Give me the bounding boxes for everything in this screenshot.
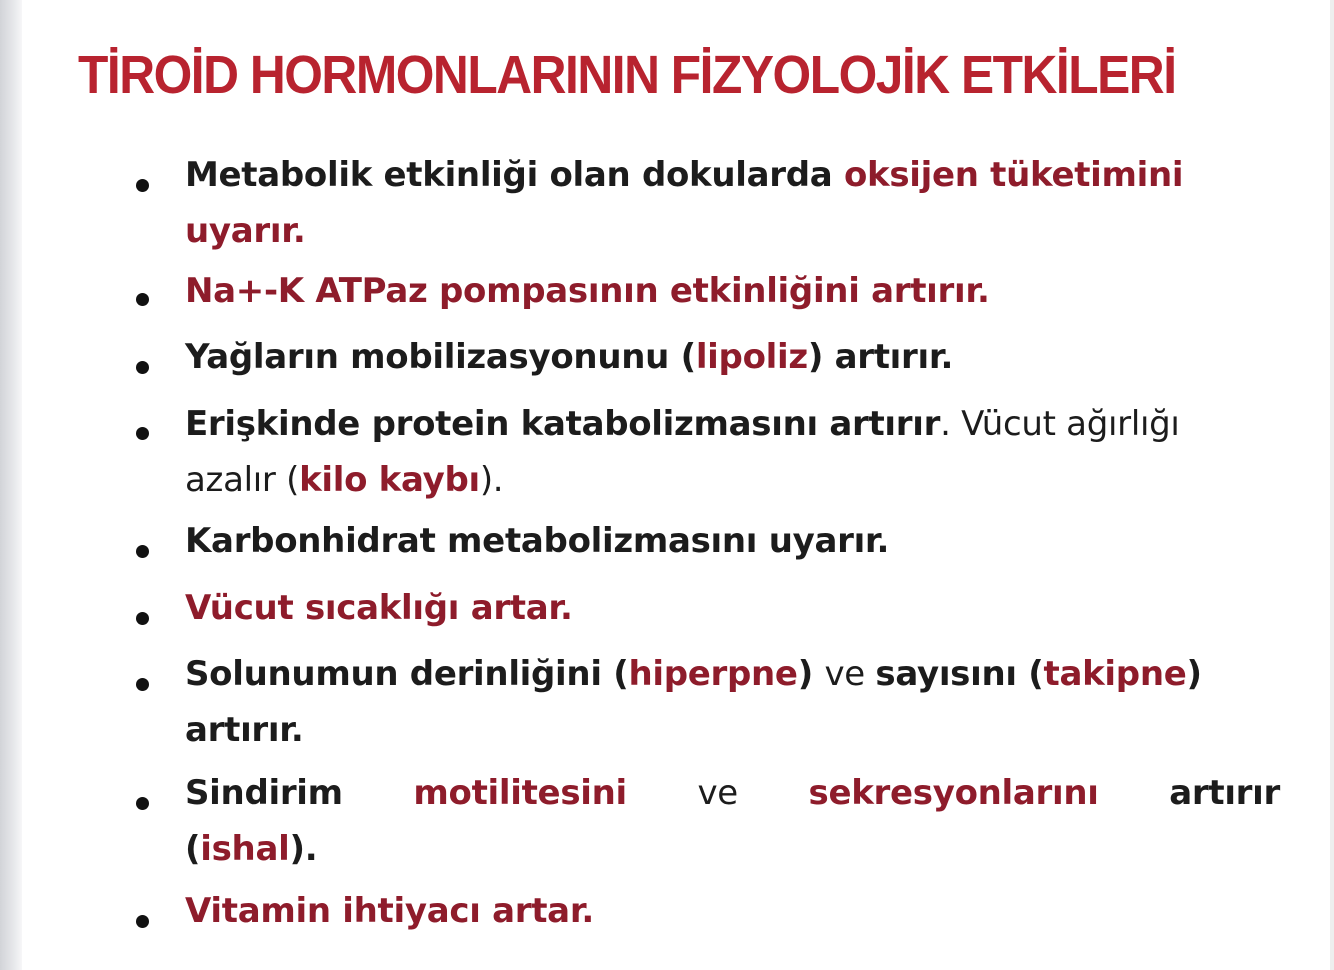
bullet-text (185, 883, 1285, 939)
bullet-segment: sayısını ( (875, 654, 1044, 694)
bullet-text (185, 147, 1285, 259)
bullet-dot (136, 797, 149, 810)
highlight-segment: hiperpne (628, 654, 798, 694)
bullet-segment: ). (289, 829, 318, 869)
slide-left-edge (0, 0, 22, 970)
highlight-segment: ishal (200, 829, 290, 869)
bullet-segment: ve (824, 654, 876, 694)
bullet-segment: . Vücut ağırlığı (940, 404, 1180, 444)
bullet-line (185, 452, 1285, 508)
bullet-segment: ) (797, 654, 825, 694)
bullet-line (185, 147, 1285, 203)
bullet-text (185, 396, 1285, 508)
highlight-segment: takipne (1043, 654, 1187, 694)
bullet-dot (136, 179, 149, 192)
bullet-segment: Solunumun derinliğini ( (185, 654, 629, 694)
bullet-segment: ). (479, 460, 504, 500)
bullet-dot (136, 915, 149, 928)
highlight-segment: motilitesini (413, 773, 627, 813)
bullet-dot (136, 612, 149, 625)
bullet-dot (136, 361, 149, 374)
bullet-segment: azalır ( (185, 460, 300, 500)
bullet-segment: artırır. (185, 710, 304, 750)
highlight-segment: kilo kaybı (299, 460, 480, 500)
highlight-segment: Vitamin ihtiyacı artar. (185, 891, 595, 931)
slide-title: TİROİD HORMONLARININ FİZYOLOJİK ETKİLERİ (78, 45, 1176, 105)
highlight-segment: lipoliz (695, 337, 808, 377)
bullet-text (185, 765, 1285, 877)
bullet-segment: ve (697, 773, 738, 813)
bullet-line (185, 646, 1285, 702)
bullet-dot (136, 293, 149, 306)
bullet-line (185, 765, 1280, 821)
bullet-segment: ( (185, 829, 201, 869)
bullet-text (185, 513, 1285, 569)
bullet-text (185, 329, 1285, 385)
highlight-segment: sekresyonlarını (808, 773, 1099, 813)
bullet-segment: artırır (1169, 773, 1280, 813)
bullet-dot (136, 427, 149, 440)
bullet-line (185, 396, 1285, 452)
slide-right-edge (1330, 0, 1334, 970)
bullet-dot (136, 678, 149, 691)
bullet-segment: Metabolik etkinliği olan dokularda (185, 155, 844, 195)
bullet-segment: Yağların mobilizasyonunu ( (185, 337, 696, 377)
bullet-segment: Sindirim (185, 773, 343, 813)
bullet-segment: Karbonhidrat metabolizmasını uyarır. (185, 521, 890, 561)
bullet-line (185, 329, 1285, 385)
bullet-text (185, 580, 1285, 636)
highlight-segment: Na+-K ATPaz pompasının etkinliğini artırır. (185, 271, 990, 311)
bullet-dot (136, 545, 149, 558)
highlight-segment: oksijen tüketimini (843, 155, 1184, 195)
bullet-text (185, 646, 1285, 758)
bullet-segment: ) artırır. (807, 337, 954, 377)
highlight-segment: Vücut sıcaklığı artar. (185, 588, 573, 628)
bullet-segment: ) (1186, 654, 1202, 694)
bullet-text (185, 263, 1285, 319)
bullet-line (185, 821, 1285, 877)
highlight-segment: uyarır. (185, 211, 306, 251)
bullet-segment: Erişkinde protein katabolizmasını artırır (185, 404, 941, 444)
